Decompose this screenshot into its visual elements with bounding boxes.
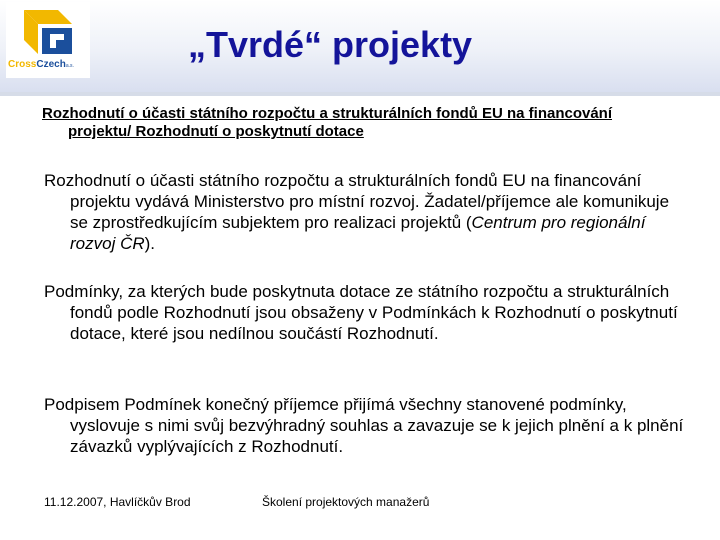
slide-subtitle: Rozhodnutí o účasti státního rozpočtu a strukturálních fondů EU na financování projektu/ Rozhodnutí o poskytnutí dotace: [42, 105, 613, 140]
paragraph-1: [44, 170, 684, 254]
paragraph-2: Podmínky, za kterých bude poskytnuta dotace ze státního rozpočtu a strukturálních fondů podle Rozhodnutí jsou obsaženy v Podmínkách k Rozhodnutí o poskytnutí dotace, které jsou nedílnou součástí Rozhodnutí.: [44, 282, 678, 343]
paragraph-1-italic: Centrum pro regionální rozvoj ČR: [70, 213, 646, 253]
slide-header: [0, 0, 720, 92]
page-title: „Tvrdé“ projekty: [188, 24, 473, 65]
logo: [6, 2, 90, 78]
paragraph-1-text: Rozhodnutí o účasti státního rozpočtu a strukturálních fondů EU na financování projektu vydává Ministerstvo pro místní rozvoj. Žadatel/příjemce ale komunikuje se zprostředkujícím subjektem pro realizaci projektů (: [44, 171, 670, 232]
paragraph-3: Podpisem Podmínek konečný příjemce přijímá všechny stanovené podmínky, vyslovuje s nimi svůj bezvýhradný souhlas a zavazuje se k jejich plnění a k plnění závazků vyplývajících z Rozhodnutí.: [44, 395, 684, 456]
logo-text: CrossCzecha.s.: [8, 59, 74, 70]
footer-event: Školení projektových manažerů: [262, 495, 430, 509]
footer-date-place: 11.12.2007, Havlíčkův Brod: [44, 495, 191, 509]
crossczech-logo-icon: [20, 6, 76, 58]
header-divider: [0, 92, 720, 96]
paragraph-1-end: ).: [144, 234, 156, 253]
